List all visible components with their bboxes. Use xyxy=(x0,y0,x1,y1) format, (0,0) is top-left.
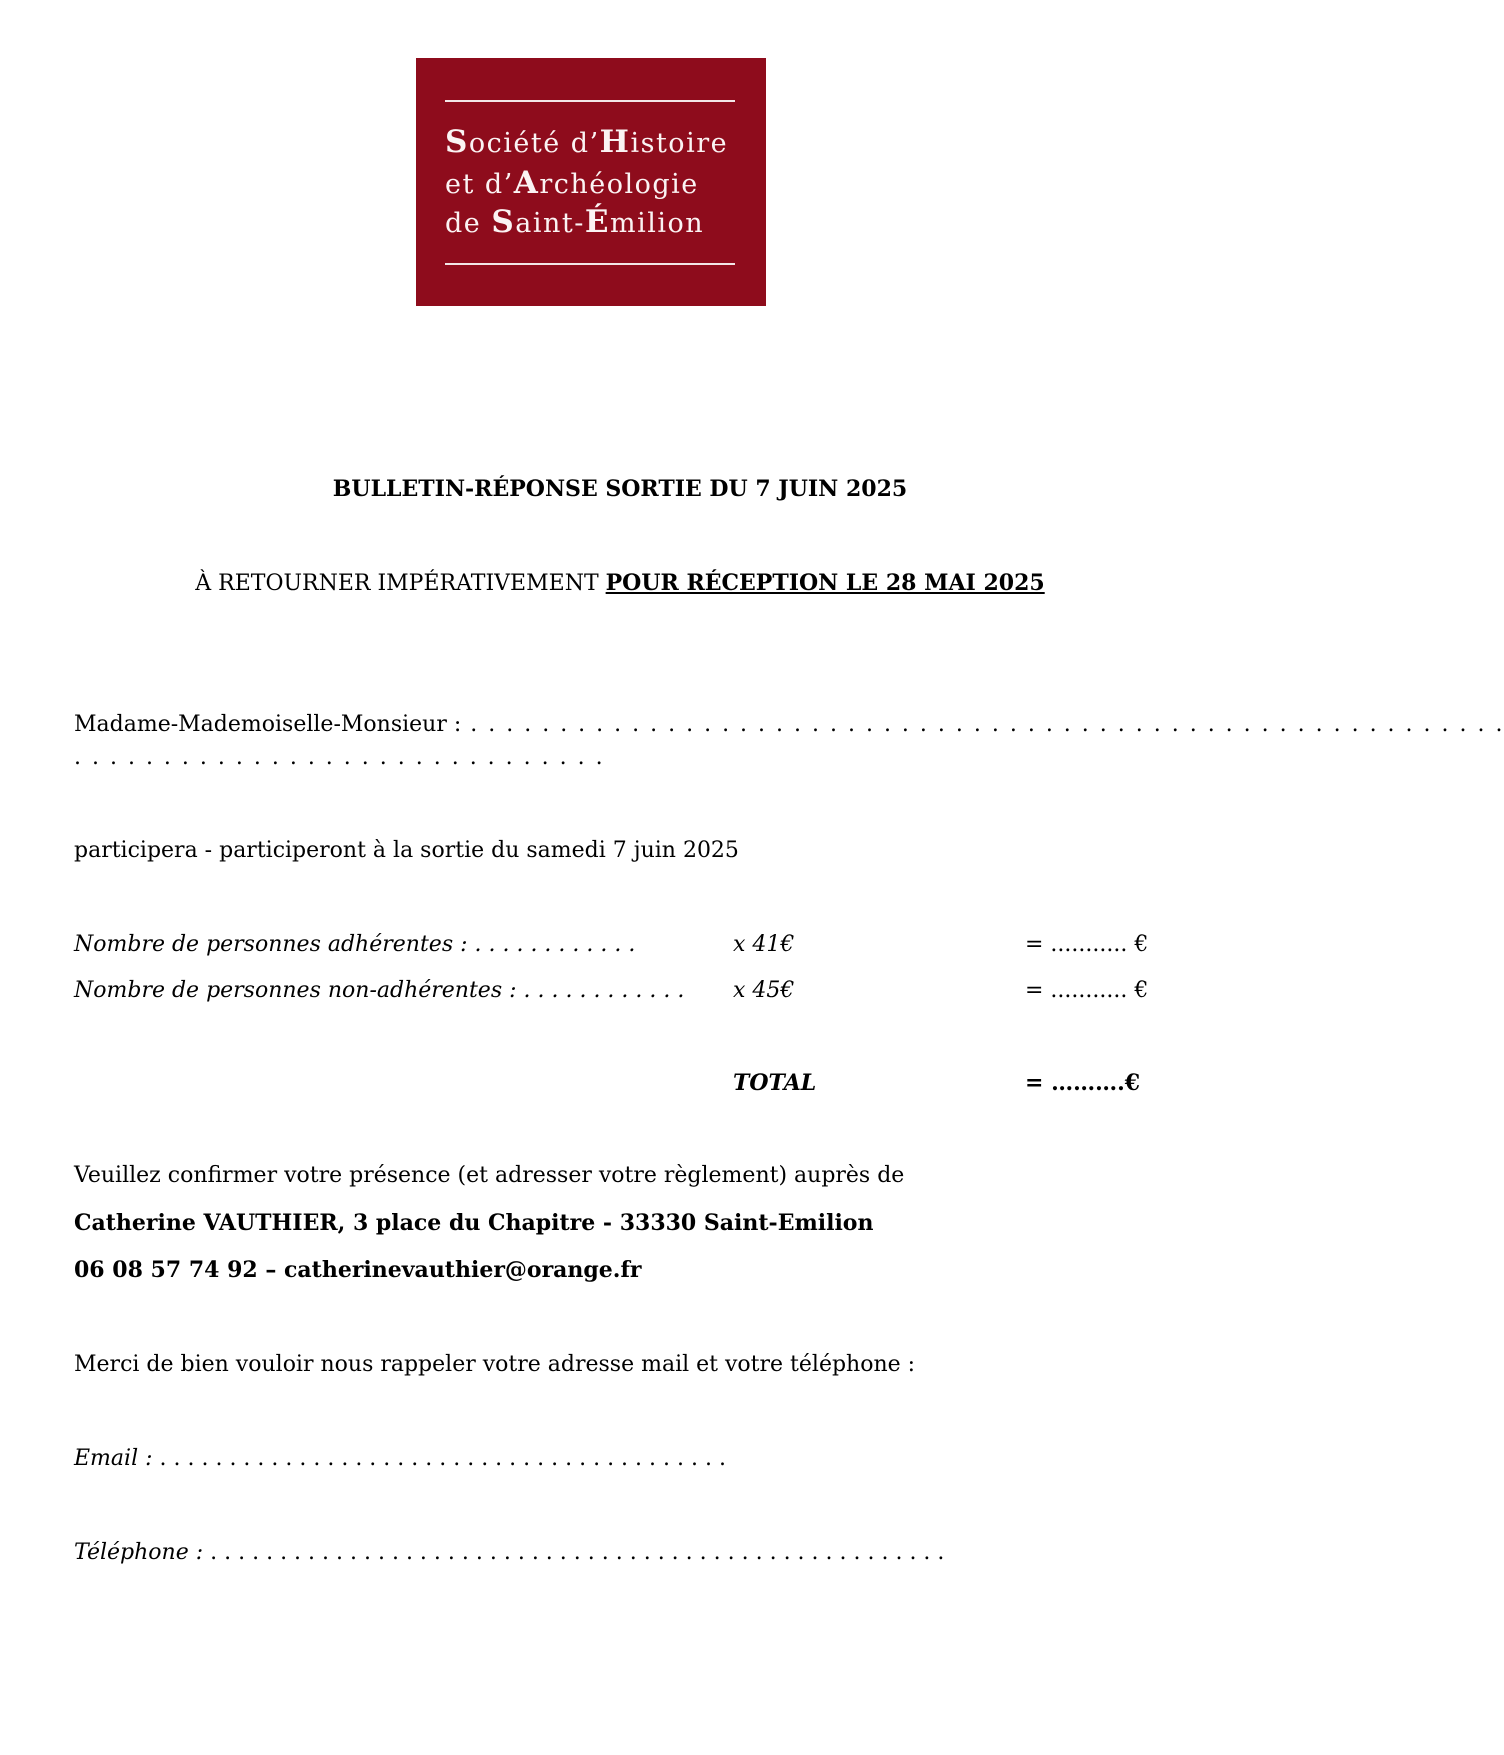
email-field-label: Email : xyxy=(74,1446,153,1471)
participation-text: participera - participeront à la sortie du samedi 7 juin 2025 xyxy=(74,838,739,863)
reminder-text: Merci de bien vouloir nous rappeler votre adresse mail et votre téléphone : xyxy=(74,1352,916,1377)
email-field[interactable] xyxy=(74,1446,726,1471)
name-field-label: Madame-Mademoiselle-Monsieur : xyxy=(74,712,462,737)
total-label: TOTAL xyxy=(733,1070,817,1096)
logo-line-3: de Saint-Émilion xyxy=(445,204,705,240)
phone-field-dots: . . . . . . . . . . . . . . . . . . . . . . . . . . . . . . . . . . . . . . . . . . . . . . . . . . . . . xyxy=(203,1540,945,1565)
name-field-dots-continued[interactable]: . . . . . . . . . . . . . . . . . . . . . . . . . . . . . . xyxy=(74,745,605,770)
members-count-field[interactable]: Nombre de personnes adhérentes : . . . . . . . . . . . . xyxy=(74,932,636,957)
total-value[interactable]: = ……….€ xyxy=(1025,1070,1141,1096)
logo-line-1: Société d’Histoire xyxy=(445,124,729,160)
logo-line-2: et d’Archéologie xyxy=(445,165,699,201)
members-subtotal[interactable]: = ........... € xyxy=(1025,932,1149,957)
return-deadline xyxy=(0,570,1240,596)
members-price: x 41€ xyxy=(733,932,795,957)
logo-top-rule xyxy=(445,100,735,102)
email-field-dots: . . . . . . . . . . . . . . . . . . . . . . . . . . . . . . . . . . . . . . . . . xyxy=(152,1446,726,1471)
return-deadline-date: POUR RÉCEPTION LE 28 MAI 2025 xyxy=(605,570,1045,596)
return-deadline-prefix: À RETOURNER IMPÉRATIVEMENT xyxy=(195,571,606,596)
name-field[interactable] xyxy=(74,712,1504,737)
non-members-subtotal[interactable]: = ........... € xyxy=(1025,978,1149,1003)
name-field-dots: . . . . . . . . . . . . . . . . . . . . . . . . . . . . . . . . . . . . . . . . . . . . . . . . . . . . . . . . . . xyxy=(461,712,1504,737)
logo-bottom-rule xyxy=(445,263,735,265)
non-members-price: x 45€ xyxy=(733,978,795,1003)
contact-phone-email: 06 08 57 74 92 – catherinevauthier@orange.fr xyxy=(74,1257,642,1283)
non-members-count-field[interactable]: Nombre de personnes non-adhérentes : . . . . . . . . . . . . xyxy=(74,978,685,1003)
contact-address: Catherine VAUTHIER, 3 place du Chapitre - 33330 Saint-Emilion xyxy=(74,1210,874,1236)
contact-intro: Veuillez confirmer votre présence (et adresser votre règlement) auprès de xyxy=(74,1163,905,1188)
society-logo xyxy=(416,58,766,306)
page-title: BULLETIN-RÉPONSE SORTIE DU 7 JUIN 2025 xyxy=(332,476,908,502)
phone-field[interactable] xyxy=(74,1540,944,1565)
phone-field-label: Téléphone : xyxy=(74,1540,204,1565)
